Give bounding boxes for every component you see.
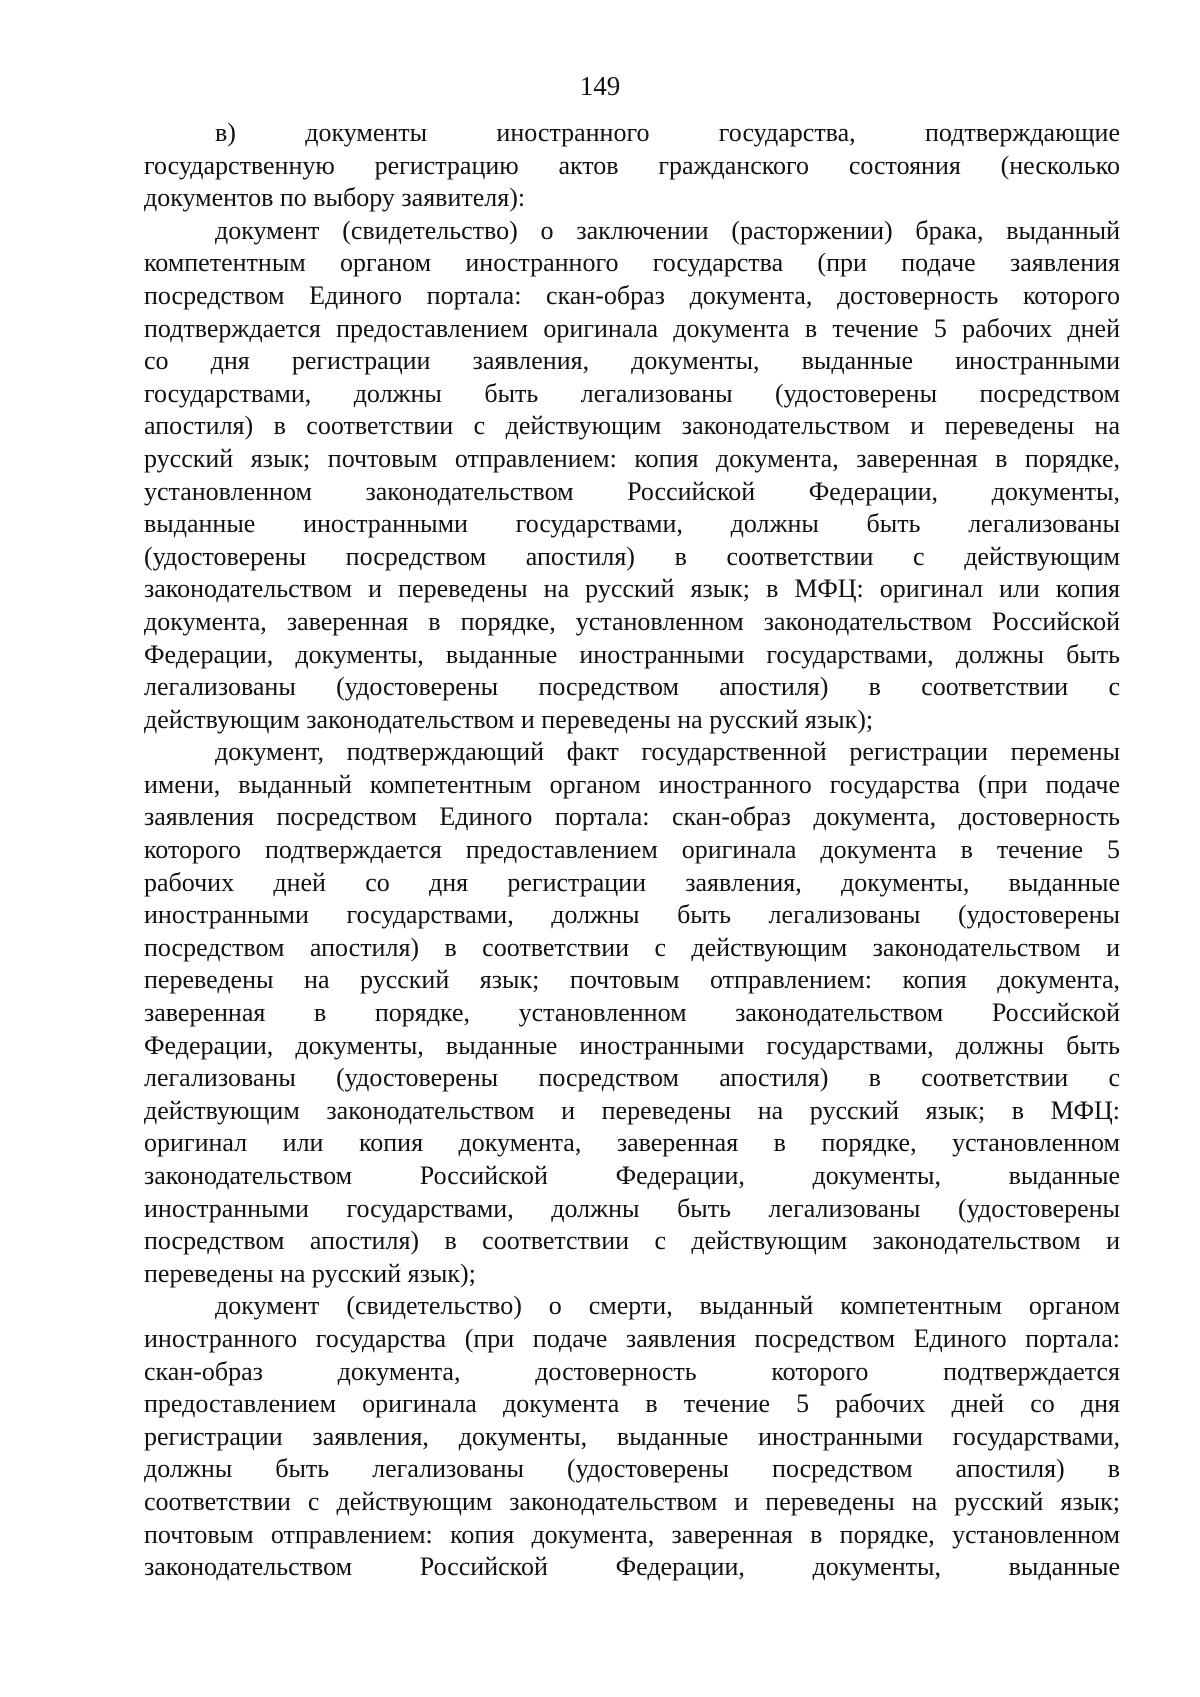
text-line: иностранными государствами, должны быть легализованы (удостоверены bbox=[144, 1193, 1120, 1223]
paragraph-name-change bbox=[144, 736, 1120, 1290]
text-line: со дня регистрации заявления, документы, выданные иностранными bbox=[144, 346, 1120, 376]
text-line: посредством апостиля) в соответствии с действующим законодательством и bbox=[144, 1226, 1120, 1256]
text-line: должны быть легализованы (удостоверены посредством апостиля) в bbox=[144, 1454, 1120, 1484]
text-line: оригинал или копия документа, заверенная в порядке, установленном bbox=[144, 1128, 1120, 1158]
text-line: установленном законодательством Российской Федерации, документы, bbox=[144, 476, 1120, 506]
text-line: законодательством Российской Федерации, документы, выданные bbox=[144, 1552, 1120, 1582]
text-line: почтовым отправлением: копия документа, заверенная в порядке, установленном bbox=[144, 1519, 1120, 1549]
text-line: которого подтверждается предоставлением оригинала документа в течение 5 bbox=[144, 835, 1120, 865]
text-line: соответствии с действующим законодательством и переведены на русский язык; bbox=[144, 1486, 1120, 1516]
text-line: посредством Единого портала: скан-образ документа, достоверность которого bbox=[144, 280, 1120, 310]
text-line: имени, выданный компетентным органом иностранного государства (при подаче bbox=[144, 769, 1120, 799]
text-line: переведены на русский язык; почтовым отправлением: копия документа, bbox=[144, 965, 1120, 995]
text-line: посредством апостиля) в соответствии с действующим законодательством и bbox=[144, 932, 1120, 962]
text-line: регистрации заявления, документы, выданные иностранными государствами, bbox=[144, 1421, 1120, 1451]
text-line: подтверждается предоставлением оригинала документа в течение 5 рабочих дней bbox=[144, 313, 1120, 343]
text-line: документ (свидетельство) о смерти, выданный компетентным органом bbox=[215, 1291, 1120, 1321]
text-line: скан-образ документа, достоверность которого подтверждается bbox=[144, 1356, 1120, 1386]
document-body bbox=[144, 117, 1120, 1584]
text-line: выданные иностранными государствами, должны быть легализованы bbox=[144, 509, 1120, 539]
text-line: Федерации, документы, выданные иностранными государствами, должны быть bbox=[144, 639, 1120, 669]
text-line: рабочих дней со дня регистрации заявления, документы, выданные bbox=[144, 867, 1120, 897]
text-line: иностранного государства (при подаче заявления посредством Единого портала: bbox=[144, 1323, 1120, 1353]
text-line: легализованы (удостоверены посредством апостиля) в соответствии с bbox=[144, 672, 1120, 702]
text-line: переведены на русский язык); bbox=[144, 1258, 476, 1288]
page-number: 149 bbox=[579, 71, 621, 101]
text-line: государствами, должны быть легализованы (удостоверены посредством bbox=[144, 378, 1120, 408]
text-line: компетентным органом иностранного государства (при подаче заявления bbox=[144, 248, 1120, 278]
text-line: в) документы иностранного государства, подтверждающие bbox=[215, 118, 1120, 147]
text-line: легализованы (удостоверены посредством апостиля) в соответствии с bbox=[144, 1063, 1120, 1093]
paragraph-foreign-documents bbox=[144, 117, 1120, 215]
paragraph-death-certificate bbox=[144, 1290, 1120, 1583]
text-line: законодательством Российской Федерации, документы, выданные bbox=[144, 1161, 1120, 1190]
text-line: заявления посредством Единого портала: скан-образ документа, достоверность bbox=[144, 802, 1120, 832]
paragraph-marriage-certificate bbox=[144, 215, 1120, 737]
text-line: законодательством и переведены на русский язык; в МФЦ: оригинал или копия bbox=[144, 574, 1120, 604]
text-line: документа, заверенная в порядке, установленном законодательством Российской bbox=[144, 606, 1120, 636]
text-line: действующим законодательством и переведены на русский язык; в МФЦ: bbox=[144, 1095, 1120, 1125]
text-line: Федерации, документы, выданные иностранными государствами, должны быть bbox=[144, 1030, 1120, 1060]
text-line: апостиля) в соответствии с действующим законодательством и переведены на bbox=[144, 411, 1120, 441]
text-line: документ, подтверждающий факт государственной регистрации перемены bbox=[215, 737, 1120, 767]
text-line: заверенная в порядке, установленном законодательством Российской bbox=[144, 998, 1120, 1028]
text-line: действующим законодательством и переведены на русский язык); bbox=[144, 704, 874, 734]
text-line: государственную регистрацию актов гражданского состояния (несколько bbox=[144, 150, 1120, 180]
text-line: русский язык; почтовым отправлением: копия документа, заверенная в порядке, bbox=[144, 443, 1120, 473]
text-line: документ (свидетельство) о заключении (расторжении) брака, выданный bbox=[215, 215, 1120, 245]
text-line: иностранными государствами, должны быть легализованы (удостоверены bbox=[144, 900, 1120, 930]
text-line: предоставлением оригинала документа в течение 5 рабочих дней со дня bbox=[144, 1389, 1120, 1419]
text-line: (удостоверены посредством апостиля) в соответствии с действующим bbox=[144, 541, 1120, 571]
text-line: документов по выбору заявителя): bbox=[144, 183, 526, 213]
